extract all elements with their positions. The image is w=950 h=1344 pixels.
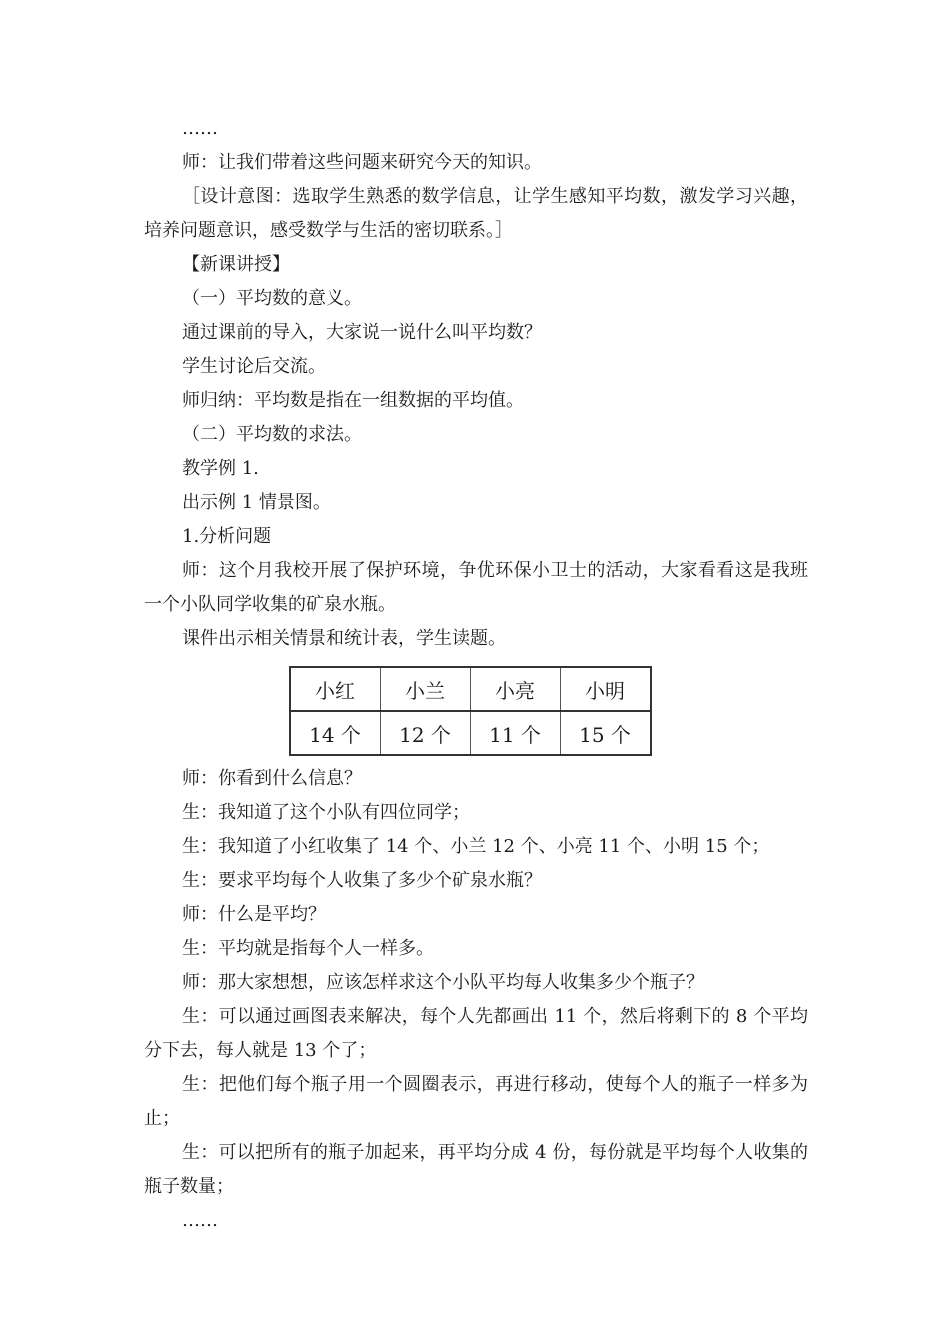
- text-line: 通过课前的导入，大家说一说什么叫平均数？: [182, 322, 542, 343]
- text-line: 出示例 1 情景图。: [182, 492, 331, 513]
- dialog-line: 生：我知道了这个小队有四位同学；: [182, 802, 470, 823]
- dialog-line: 生：我知道了小红收集了 14 个、小兰 12 个、小亮 11 个、小明 15 个；: [182, 836, 770, 857]
- answer-paragraph: 生：可以通过画图表来解决，每个人先都画出 11 个，然后将剩下的 8 个平均分下去，每人就是 13 个了；: [144, 1006, 808, 1061]
- dialog-line: 生：平均就是指每个人一样多。: [182, 938, 434, 959]
- document-page: [144, 112, 808, 1238]
- ellipsis-top: ……: [182, 118, 218, 139]
- subsection-method: （二）平均数的求法。: [182, 424, 362, 445]
- section-heading: 【新课讲授】: [182, 254, 290, 275]
- activity-paragraph: 师：这个月我校开展了保护环境，争优环保小卫士的活动，大家看看这是我班一个小队同学收集的矿泉水瓶。: [144, 560, 808, 615]
- table-header-row: [290, 667, 651, 711]
- teacher-intro-line: 师：让我们带着这些问题来研究今天的知识。: [182, 152, 542, 173]
- table-header-cell: 小亮: [470, 667, 560, 711]
- subsection-meaning: （一）平均数的意义。: [182, 288, 362, 309]
- stats-table: [289, 666, 652, 756]
- table-cell: 15 个: [560, 711, 651, 755]
- answer-paragraph: 生：可以把所有的瓶子加起来，再平均分成 4 份，每份就是平均每个人收集的瓶子数量；: [144, 1142, 808, 1197]
- dialog-line: 师：什么是平均？: [182, 904, 326, 925]
- stats-table-wrap: [144, 666, 808, 756]
- answer-paragraph: 生：把他们每个瓶子用一个圆圈表示，再进行移动，使每个人的瓶子一样多为止；: [144, 1074, 808, 1129]
- text-line: 师归纳：平均数是指在一组数据的平均值。: [182, 390, 524, 411]
- text-line: 学生讨论后交流。: [182, 356, 326, 377]
- table-header-cell: 小兰: [380, 667, 470, 711]
- design-intent: ［设计意图：选取学生熟悉的数学信息，让学生感知平均数，激发学习兴趣，培养问题意识，感受数学与生活的密切联系。］: [144, 186, 808, 241]
- table-cell: 11 个: [470, 711, 560, 755]
- table-cell: 12 个: [380, 711, 470, 755]
- table-header-cell: 小明: [560, 667, 651, 711]
- ellipsis-bottom: ……: [182, 1210, 218, 1231]
- text-line: 1.分析问题: [182, 526, 272, 547]
- courseware-line: 课件出示相关情景和统计表，学生读题。: [182, 628, 506, 649]
- text-line: 教学例 1.: [182, 458, 259, 479]
- dialog-line: 生：要求平均每个人收集了多少个矿泉水瓶？: [182, 870, 542, 891]
- table-row: [290, 711, 651, 755]
- dialog-line: 师：你看到什么信息？: [182, 768, 362, 789]
- table-header-cell: 小红: [290, 667, 381, 711]
- table-cell: 14 个: [290, 711, 381, 755]
- dialog-line: 师：那大家想想，应该怎样求这个小队平均每人收集多少个瓶子？: [182, 972, 704, 993]
